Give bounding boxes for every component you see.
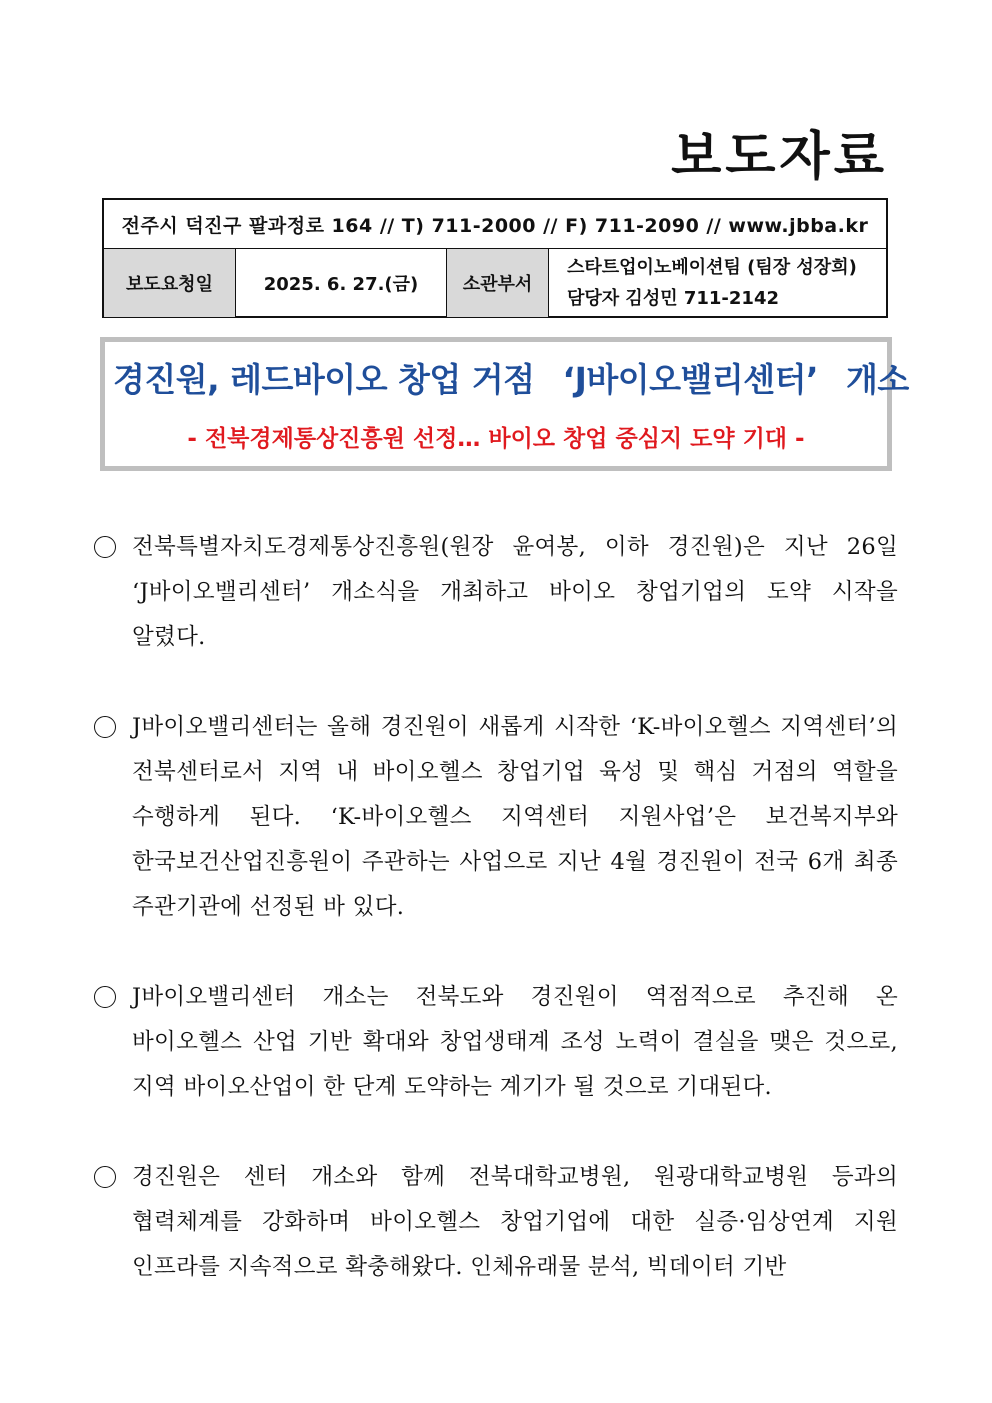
address-line: 전주시 덕진구 팔과정로 164 // T) 711-2000 // F) 711-2090 // www.jbba.kr bbox=[104, 200, 886, 249]
paragraph-text: 전북특별자치도경제통상진흥원(원장 윤여봉, 이하 경진원)은 지난 26일 ‘J바이오밸리센터’ 개소식을 개최하고 바이오 창업기업의 도약 시작을 알렸다. bbox=[132, 534, 898, 650]
headline-part3: 개소 bbox=[846, 360, 909, 399]
circle-bullet-icon bbox=[94, 536, 116, 558]
release-date-label: 보도요청일 bbox=[104, 249, 236, 317]
body-paragraphs bbox=[94, 525, 898, 1335]
contact-person: 담당자 김성민 711-2142 bbox=[567, 288, 780, 309]
headline-part1: 경진원, 레드바이오 창업 거점 bbox=[113, 360, 535, 399]
headline-box bbox=[100, 337, 909, 471]
circle-bullet-icon bbox=[94, 986, 116, 1008]
circle-bullet-icon bbox=[94, 716, 116, 738]
paragraph-text: 경진원은 센터 개소와 함께 전북대학교병원, 원광대학교병원 등과의 협력체계를 강화하며 바이오헬스 창업기업에 대한 실증·임상연계 지원 인프라를 지속적으로 확충해왔다. 인체유래물 분석, 빅데이터 기반 bbox=[132, 1164, 898, 1280]
paragraph bbox=[94, 705, 898, 930]
paragraph-text: J바이오밸리센터 개소는 전북도와 경진원이 역점적으로 추진해 온 바이오헬스 산업 기반 확대와 창업생태계 조성 노력이 결실을 맺은 것으로, 지역 바이오산업이 한 단계 도약하는 계기가 될 것으로 기대된다. bbox=[132, 984, 898, 1100]
paragraph bbox=[94, 975, 898, 1110]
department-name: 스타트업이노베이션팀 (팀장 성장희) bbox=[567, 257, 857, 278]
circle-bullet-icon bbox=[94, 1166, 116, 1188]
subheadline: - 전북경제통상진흥원 선정… 바이오 창업 중심지 도약 기대 - bbox=[187, 426, 805, 452]
paragraph bbox=[94, 1155, 898, 1290]
paragraph-text: J바이오밸리센터는 올해 경진원이 새롭게 시작한 ‘K-바이오헬스 지역센터’의 전북센터로서 지역 내 바이오헬스 창업기업 육성 및 핵심 거점의 역할을 수행하게 된다. ‘K-바이오헬스 지역센터 지원사업’은 보건복지부와 한국보건산업진흥원이 주관하는 사업으로 지난 4월 경진원이 전국 6개 최종 주관기관에 선정된 바 있다. bbox=[132, 714, 898, 920]
headline-part2: ‘J바이오밸리센터’ bbox=[562, 360, 819, 399]
info-row bbox=[104, 249, 886, 317]
department-info bbox=[549, 249, 886, 317]
paragraph bbox=[94, 525, 898, 660]
department-label: 소관부서 bbox=[447, 249, 549, 317]
info-table bbox=[102, 198, 888, 318]
document-title: 보도자료 bbox=[671, 127, 888, 187]
release-date-value: 2025. 6. 27.(금) bbox=[236, 249, 447, 317]
headline bbox=[113, 354, 909, 401]
